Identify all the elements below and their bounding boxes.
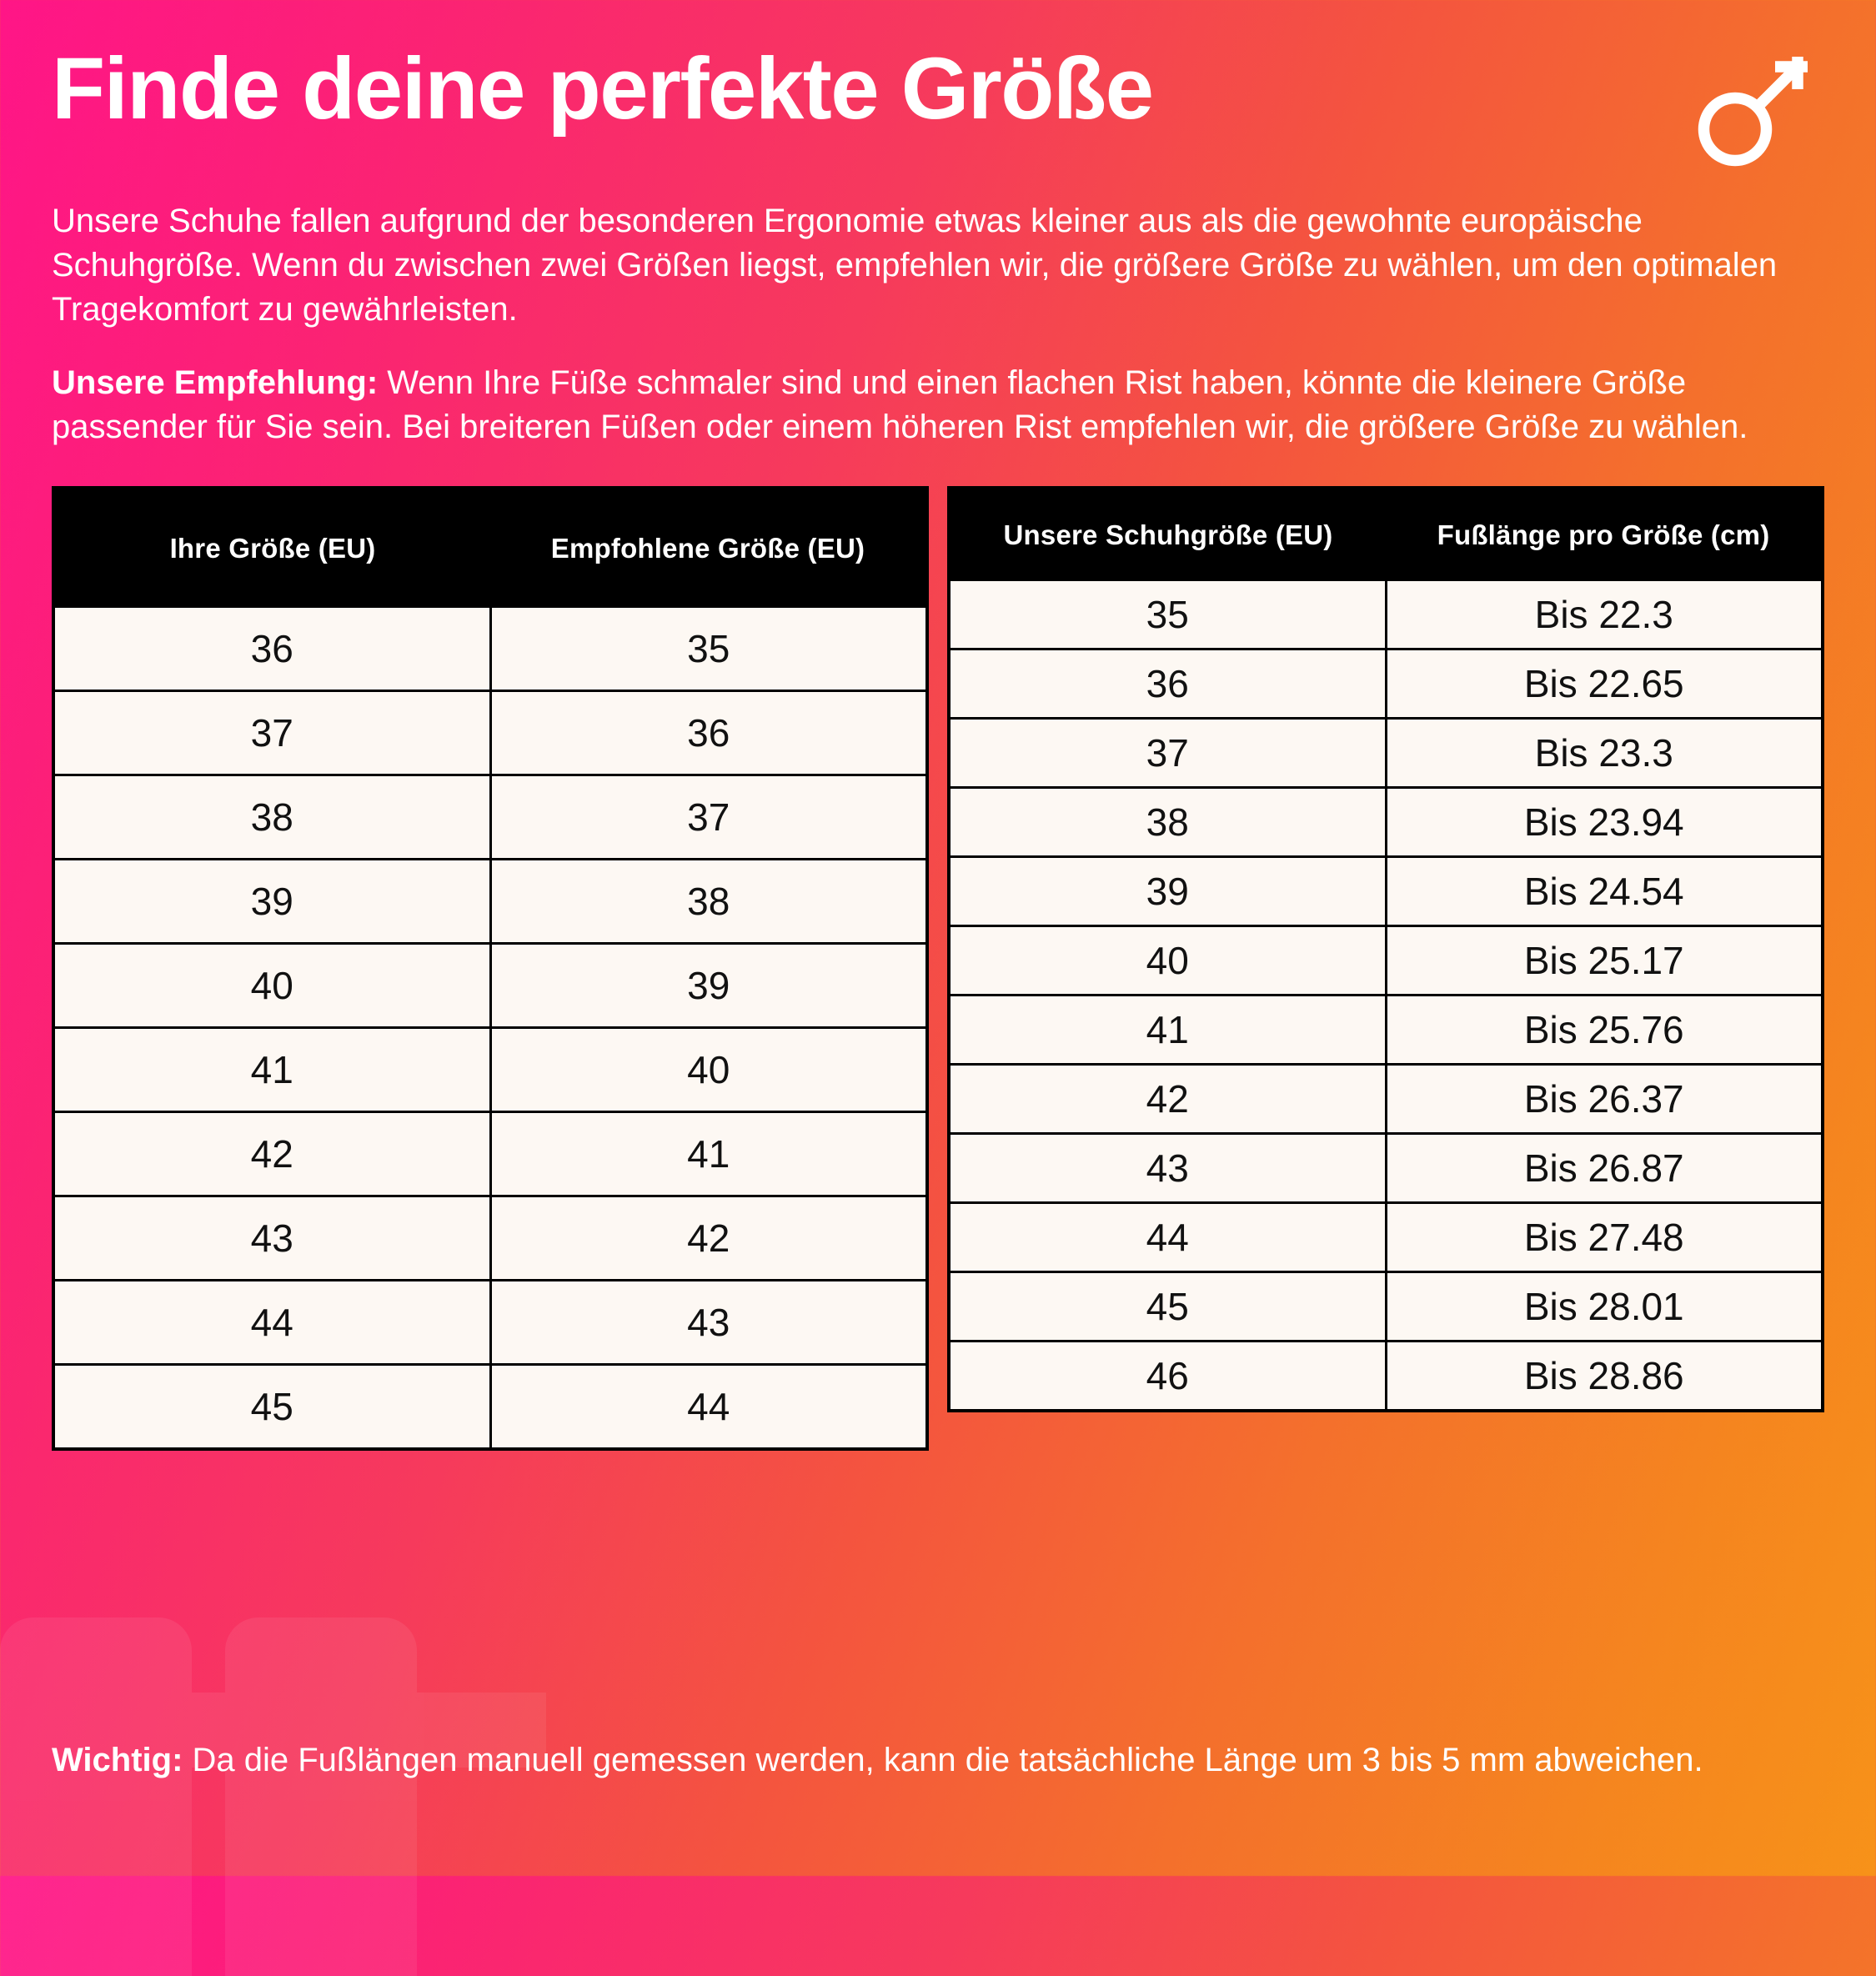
table-row <box>55 1364 925 1447</box>
cell-your-size: 44 <box>55 1280 490 1364</box>
cell-foot-length: Bis 25.76 <box>1386 995 1821 1064</box>
table-row <box>951 649 1821 718</box>
mars-plus-icon <box>1688 52 1813 181</box>
cell-your-size: 45 <box>55 1364 490 1447</box>
cell-your-size: 39 <box>55 859 490 943</box>
table-row <box>55 943 925 1027</box>
cell-recommended-size: 40 <box>490 1027 925 1111</box>
cell-our-size: 44 <box>951 1202 1386 1271</box>
cell-your-size: 41 <box>55 1027 490 1111</box>
cell-our-size: 40 <box>951 925 1386 995</box>
header <box>52 40 1824 181</box>
table-row <box>951 1341 1821 1409</box>
cell-our-size: 39 <box>951 856 1386 925</box>
cell-foot-length: Bis 28.86 <box>1386 1341 1821 1409</box>
cell-foot-length: Bis 24.54 <box>1386 856 1821 925</box>
cell-foot-length: Bis 27.48 <box>1386 1202 1821 1271</box>
table-row <box>951 1271 1821 1341</box>
foot-length-body <box>951 581 1821 1409</box>
size-conversion-body <box>55 608 925 1447</box>
cell-your-size: 42 <box>55 1111 490 1196</box>
cell-recommended-size: 43 <box>490 1280 925 1364</box>
tables-container <box>52 486 1824 1451</box>
table-row <box>55 1280 925 1364</box>
cell-recommended-size: 36 <box>490 690 925 775</box>
table-row <box>951 787 1821 856</box>
size-conversion-table <box>55 489 925 1447</box>
important-note-text: Da die Fußlängen manuell gemessen werden, kann die tatsächliche Länge um 3 bis 5 mm abweichen. <box>183 1742 1703 1779</box>
cell-foot-length: Bis 22.65 <box>1386 649 1821 718</box>
table-row <box>55 608 925 691</box>
table-row <box>951 925 1821 995</box>
size-conversion-table-card <box>52 486 929 1451</box>
table-row <box>55 859 925 943</box>
cell-our-size: 42 <box>951 1064 1386 1133</box>
cell-foot-length: Bis 28.01 <box>1386 1271 1821 1341</box>
cell-our-size: 38 <box>951 787 1386 856</box>
recommendation-text: Wenn Ihre Füße schmaler sind und einen flachen Rist haben, könnte die kleinere Größe passender für Sie sein. Bei breiteren Füßen oder einem höheren Rist empfehlen wir, die größere Größe zu wählen. <box>52 364 1748 445</box>
cell-recommended-size: 38 <box>490 859 925 943</box>
recommendation-label: Unsere Empfehlung: <box>52 364 379 401</box>
column-header-our-size: Unsere Schuhgröße (EU) <box>951 489 1386 581</box>
cell-our-size: 35 <box>951 581 1386 649</box>
column-header-foot-length: Fußlänge pro Größe (cm) <box>1386 489 1821 581</box>
cell-recommended-size: 39 <box>490 943 925 1027</box>
table-header-row <box>951 489 1821 581</box>
cell-recommended-size: 35 <box>490 608 925 691</box>
cell-recommended-size: 42 <box>490 1196 925 1280</box>
cell-foot-length: Bis 25.17 <box>1386 925 1821 995</box>
column-header-recommended-size: Empfohlene Größe (EU) <box>490 489 925 608</box>
table-header-row <box>55 489 925 608</box>
cell-our-size: 37 <box>951 718 1386 787</box>
table-row <box>55 1111 925 1196</box>
important-note <box>52 1738 1824 1783</box>
intro-paragraph: Unsere Schuhe fallen aufgrund der besonderen Ergonomie etwas kleiner aus als die gewohnte europäische Schuhgröße. Wenn du zwischen zwei Größen liegst, empfehlen wir, die größere Größe zu wählen, um den optimalen Tragekomfort zu gewährleisten. <box>52 203 1778 328</box>
cell-our-size: 46 <box>951 1341 1386 1409</box>
cell-foot-length: Bis 23.94 <box>1386 787 1821 856</box>
table-row <box>951 581 1821 649</box>
cell-our-size: 36 <box>951 649 1386 718</box>
table-row <box>951 856 1821 925</box>
page-title: Finde deine perfekte Größe <box>52 40 1153 138</box>
cell-your-size: 37 <box>55 690 490 775</box>
cell-recommended-size: 37 <box>490 775 925 859</box>
cell-your-size: 43 <box>55 1196 490 1280</box>
cell-recommended-size: 41 <box>490 1111 925 1196</box>
cell-recommended-size: 44 <box>490 1364 925 1447</box>
table-row <box>55 1027 925 1111</box>
cell-your-size: 36 <box>55 608 490 691</box>
cell-foot-length: Bis 22.3 <box>1386 581 1821 649</box>
cell-your-size: 40 <box>55 943 490 1027</box>
table-row <box>951 1133 1821 1202</box>
recommendation-paragraph <box>52 361 1819 449</box>
table-row <box>951 1202 1821 1271</box>
column-header-your-size: Ihre Größe (EU) <box>55 489 490 608</box>
cell-our-size: 41 <box>951 995 1386 1064</box>
table-row <box>951 995 1821 1064</box>
table-row <box>951 1064 1821 1133</box>
important-note-label: Wichtig: <box>52 1742 183 1779</box>
cell-our-size: 45 <box>951 1271 1386 1341</box>
cell-foot-length: Bis 26.87 <box>1386 1133 1821 1202</box>
table-row <box>55 690 925 775</box>
table-row <box>55 1196 925 1280</box>
cell-foot-length: Bis 26.37 <box>1386 1064 1821 1133</box>
foot-length-table-card <box>947 486 1824 1412</box>
table-row <box>55 775 925 859</box>
cell-our-size: 43 <box>951 1133 1386 1202</box>
cell-foot-length: Bis 23.3 <box>1386 718 1821 787</box>
foot-length-table <box>951 489 1821 1409</box>
table-row <box>951 718 1821 787</box>
cell-your-size: 38 <box>55 775 490 859</box>
